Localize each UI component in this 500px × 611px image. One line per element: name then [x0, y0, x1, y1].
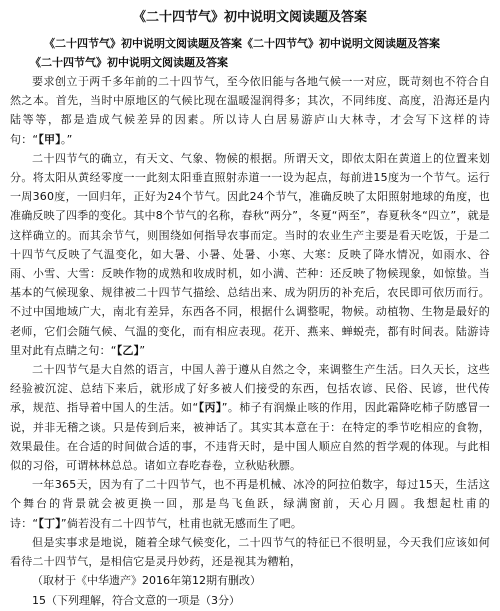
- repeated-heading-line: 《二十四节气》初中说明文阅读题及答案《二十四节气》初中说明文阅读题及答案: [44, 37, 440, 50]
- paragraph-text: ”。柿子有润燥止咳的作用，因此霜降吃柿子防感冒一说，并非无稽之谈。只是传到后来，被神话了。其实其本意在于：在特定的季节吃相应的食物，效果最佳。在合适的时间做合适的事，不违背天时，是中国人顺应自然的哲学观的体现。与此相似的习俗，可谓林林总总。诸如立春吃春卷，立秋贴秋膘。: [10, 401, 490, 473]
- blank-marker-jia: 【甲】: [38, 132, 61, 146]
- paragraph-2: [10, 149, 490, 360]
- paragraph-text: 。”: [60, 132, 73, 146]
- paragraph-3: [10, 360, 490, 475]
- paragraph-1: [10, 72, 490, 149]
- blank-marker-yi: 【乙】: [116, 343, 140, 357]
- page-title: 《二十四节气》初中说明文阅读题及答案: [132, 10, 367, 25]
- paragraph-4: [10, 475, 490, 533]
- paragraph-text: 二十四节气的确立，有天文、气象、物候的根据。所谓天文，即依太阳在黄道上的位置来划分。将太阳从黄经零度一一此刻太阳垂直照射赤道一一设为起点，每前进15度为一个节气。运行一周360度，一回归年，正好为24个节气。因此24个节气，准确反映了太阳照射地球的角度，也准确反映了四季的变化。其中8个节气的名称，春秋“两分”，冬夏“两至”，春夏秋冬“四立”，就是这样确立的。而其余节气，则围绕如何指导农事而定。当时的农业生产主要是看天吃饭，于是二十四节气反映了气温变化，如大暑、小暑、处暑、小寒、大寒：反映了降水情况，如雨水、谷雨、小雪、大雪：反映作物的成熟和收成时机，如小满、芒种：还反映了物候现象，如惊蛰。当基本的气候现象、规律被二十四节气描绘、总结出来、成为阴历的补充后，农民即可依历而行。不过中国地域广大，南北有差异，东西各不同，根据什么调整呢，物候。动植物、生物是最好的老师，它们会随气候、气温的变化，而有相应表现。花开、燕来、蝉蜕壳，都有时间表。陆游诗里对此有点睛之句：“: [10, 151, 490, 357]
- paragraph-text: 一年365天，因为有了二十四节气，也不再是机械、冰冷的阿拉伯数字，每过15天，生活这个舞台的背景就会被更换一回，那是鸟飞鱼跃，绿满窗前，天心月圆。我想起杜甫的诗：“: [10, 478, 490, 530]
- paragraph-5: [10, 533, 490, 571]
- paragraph-text: 但是实事求是地说，随着全球气候变化，二十四节气的特征已不很明显，今天我们应该如何看待二十四节气，是相信它是灵丹妙药，还是视其为糟粕，: [10, 535, 490, 569]
- blank-marker-bing: 【丙】: [198, 401, 222, 415]
- paragraph-text: 要求创立于两千多年前的二十四节气，至今依旧能与各地气候一一对应，既苛刻也不符合自然之本。首先，当时中原地区的气候比现在温暖湿润得多；其次，不同纬度、高度，沿海还是内陆等等，都是造成气候差异的因素。所以诗人白居易游庐山大林寺，才会写下这样的诗句：“: [10, 75, 490, 146]
- question-15: 15（下列理解，符合文意的一项是（3分）: [32, 594, 240, 608]
- paragraph-text: ”倘若没有二十四节气，杜甫也就无感而生了吧。: [60, 516, 303, 530]
- paragraph-text: 二十四节气是大自然的语言，中国人善于遵从自然之令，来调整生产生活。曰久天长，这些经验被沉淀、总结下来后，就形成了好多被人们接受的东西，包括农谚、民俗、民谚，世代传承，规范、指导着中国人的生活。如“: [10, 363, 490, 415]
- paragraph-text: ”: [139, 343, 146, 357]
- blank-marker-ding: 【丁】: [38, 516, 61, 530]
- source-citation: （取材于《中华遗产》2016年第12期有删改）: [32, 574, 261, 588]
- repeated-heading-line: 《二十四节气》初中说明文阅读题及答案: [30, 56, 228, 69]
